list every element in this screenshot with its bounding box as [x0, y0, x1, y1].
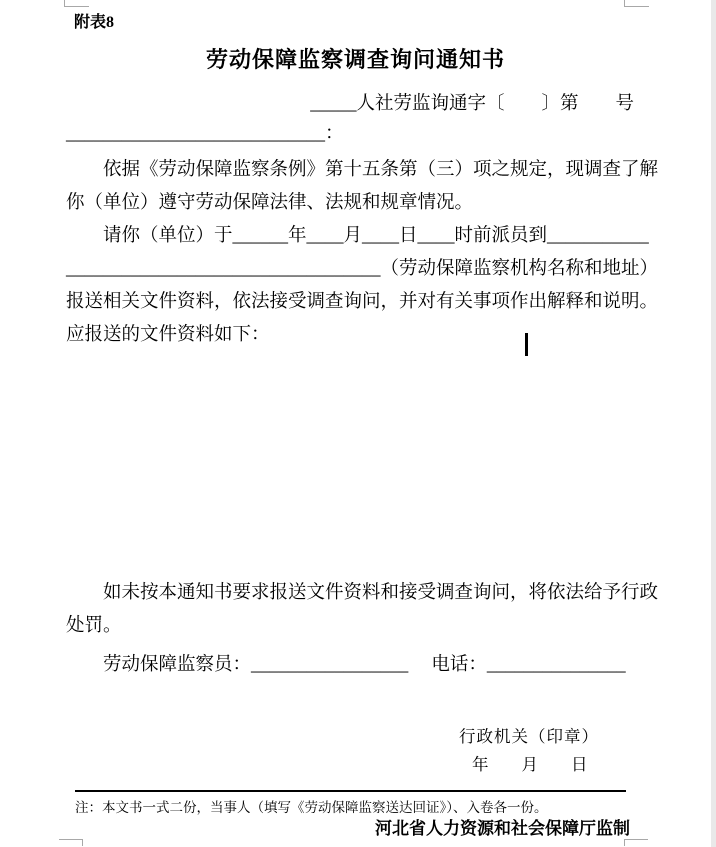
page-title[interactable]: 劳动保障监察调查询问通知书	[205, 47, 505, 72]
penalty-line[interactable]: 处罚。	[66, 616, 122, 636]
penalty-line[interactable]: 如未按本通知书要求报送文件资料和接受调查询问，将依法给予行政	[66, 583, 659, 603]
issuer-line[interactable]: 河北省人力资源和社会保障厅监制	[375, 819, 630, 838]
inspector-phone-blanks[interactable]: 劳动保障监察员：_________________ 电话：_______________	[66, 655, 626, 675]
margin-mark-top-right	[624, 0, 649, 7]
body-line-date-blanks[interactable]: 请你（单位）于______年____月____日____时前派员到___________	[66, 226, 649, 246]
reference-number-line[interactable]: _____人社劳监询通字〔 〕第 号	[310, 94, 634, 114]
body-paragraphs[interactable]	[66, 154, 672, 352]
body-line-materials-label[interactable]: 应报送的文件资料如下：	[66, 325, 270, 345]
signature-date-line[interactable]: 年 月 日	[472, 755, 588, 774]
text-cursor	[525, 333, 528, 356]
penalty-paragraph[interactable]	[66, 577, 672, 643]
footer-note[interactable]: 注：本文书一式二份，当事人（填写《劳动保障监察送达回证》）、入卷各一份。	[75, 800, 548, 815]
margin-mark-bottom-left	[59, 839, 83, 846]
authority-seal-line[interactable]: 行政机关（印章）	[459, 727, 599, 746]
page-edge-strip	[711, 0, 716, 847]
addressee-blank-line[interactable]: ____________________________：	[66, 124, 344, 144]
body-line[interactable]: 报送相关文件资料，依法接受调查询问，并对有关事项作出解释和说明。	[66, 292, 659, 312]
margin-mark-bottom-right	[624, 839, 648, 846]
body-line[interactable]: 依据《劳动保障监察条例》第十五条第（三）项之规定，现调查了解	[66, 160, 659, 180]
footer-divider	[75, 790, 626, 792]
body-line[interactable]: 你（单位）遵守劳动保障法律、法规和规章情况。	[66, 193, 474, 213]
margin-mark-top-left	[64, 0, 89, 7]
attachment-label[interactable]: 附表8	[74, 14, 115, 31]
body-line-agency-blank[interactable]: __________________________________（劳动保障监察机构名称和地址）	[66, 259, 659, 279]
